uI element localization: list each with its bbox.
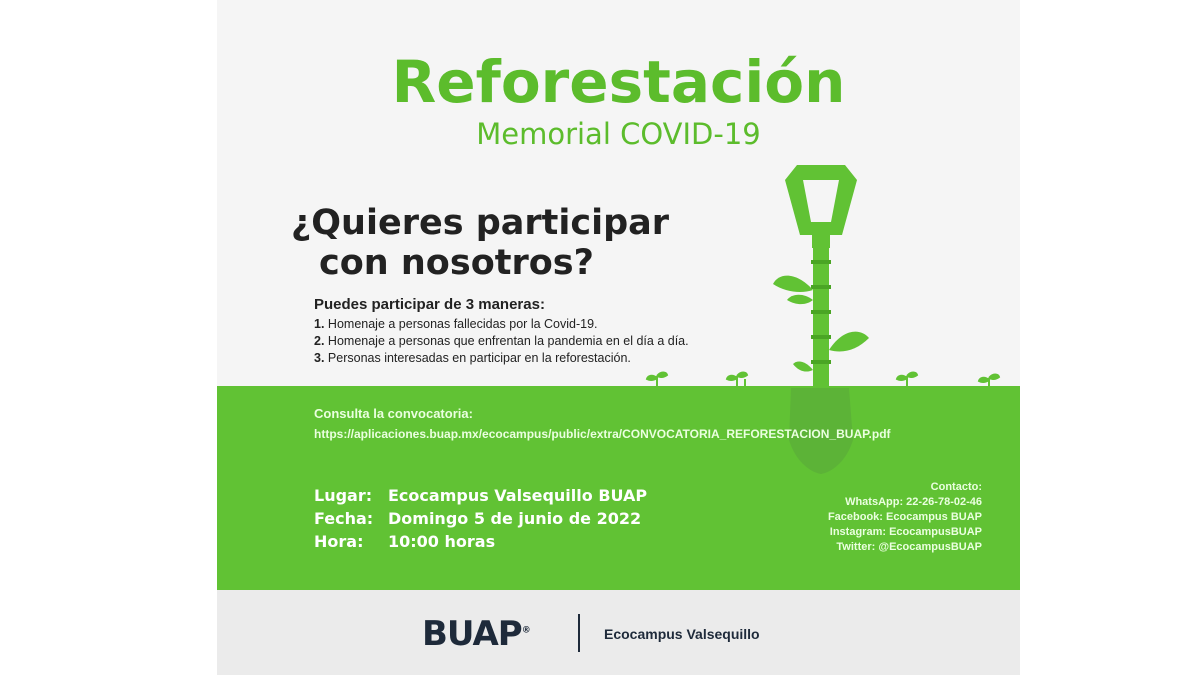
participation-ways (314, 296, 784, 367)
registered-mark: ® (521, 625, 531, 636)
convocatoria-link[interactable]: https://aplicaciones.buap.mx/ecocampus/public/extra/CONVOCATORIA_REFORESTACION_BUAP.pdf (314, 427, 891, 441)
poster (217, 0, 1020, 675)
ways-item-text: Homenaje a personas que enfrentan la pandemia en el día a día. (327, 334, 689, 348)
question-line-2: con nosotros? (319, 243, 594, 283)
event-info (314, 484, 647, 553)
event-row-hora (314, 530, 647, 553)
contact-whatsapp: WhatsApp: 22-26-78-02-46 (845, 496, 982, 508)
contact-instagram: Instagram: EcocampusBUAP (829, 526, 982, 538)
lugar-label: Lugar: (314, 486, 373, 505)
ways-item-text: Personas interesadas en participar en la reforestación. (327, 351, 631, 365)
sprout-icon (897, 373, 917, 387)
sprout-icon (647, 373, 667, 387)
footer-org-name: Ecocampus Valsequillo (604, 626, 760, 642)
ways-heading: Puedes participar de 3 maneras: (314, 296, 545, 313)
ways-item-text: Homenaje a personas fallecidas por la Covid-19. (327, 317, 598, 331)
ways-item-number: 3. (314, 351, 325, 365)
ways-item (314, 333, 784, 350)
ways-item-number: 1. (314, 317, 325, 331)
ways-item (314, 316, 784, 333)
event-row-lugar (314, 484, 647, 507)
fecha-label: Fecha: (314, 509, 374, 528)
contact-heading: Contacto: (930, 481, 982, 493)
lugar-value: Ecocampus Valsequillo BUAP (388, 486, 648, 505)
question-heading (291, 203, 751, 283)
buap-logo-text: BUAP (422, 614, 522, 654)
poster-title: Reforestación (391, 48, 846, 116)
event-row-fecha (314, 507, 647, 530)
buap-logo (422, 614, 531, 654)
hora-label: Hora: (314, 532, 364, 551)
contact-twitter: Twitter: @EcocampusBUAP (836, 541, 982, 553)
footer-divider (578, 614, 580, 652)
contact-block (828, 480, 982, 555)
ways-item-number: 2. (314, 334, 325, 348)
question-line-1: ¿Quieres participar (291, 203, 670, 243)
hora-value: 10:00 horas (388, 532, 496, 551)
fecha-value: Domingo 5 de junio de 2022 (388, 509, 642, 528)
poster-subtitle: Memorial COVID-19 (476, 117, 761, 151)
footer (217, 590, 1020, 675)
contact-facebook: Facebook: Ecocampus BUAP (827, 511, 982, 523)
consulta-label: Consulta la convocatoria: (314, 406, 473, 421)
